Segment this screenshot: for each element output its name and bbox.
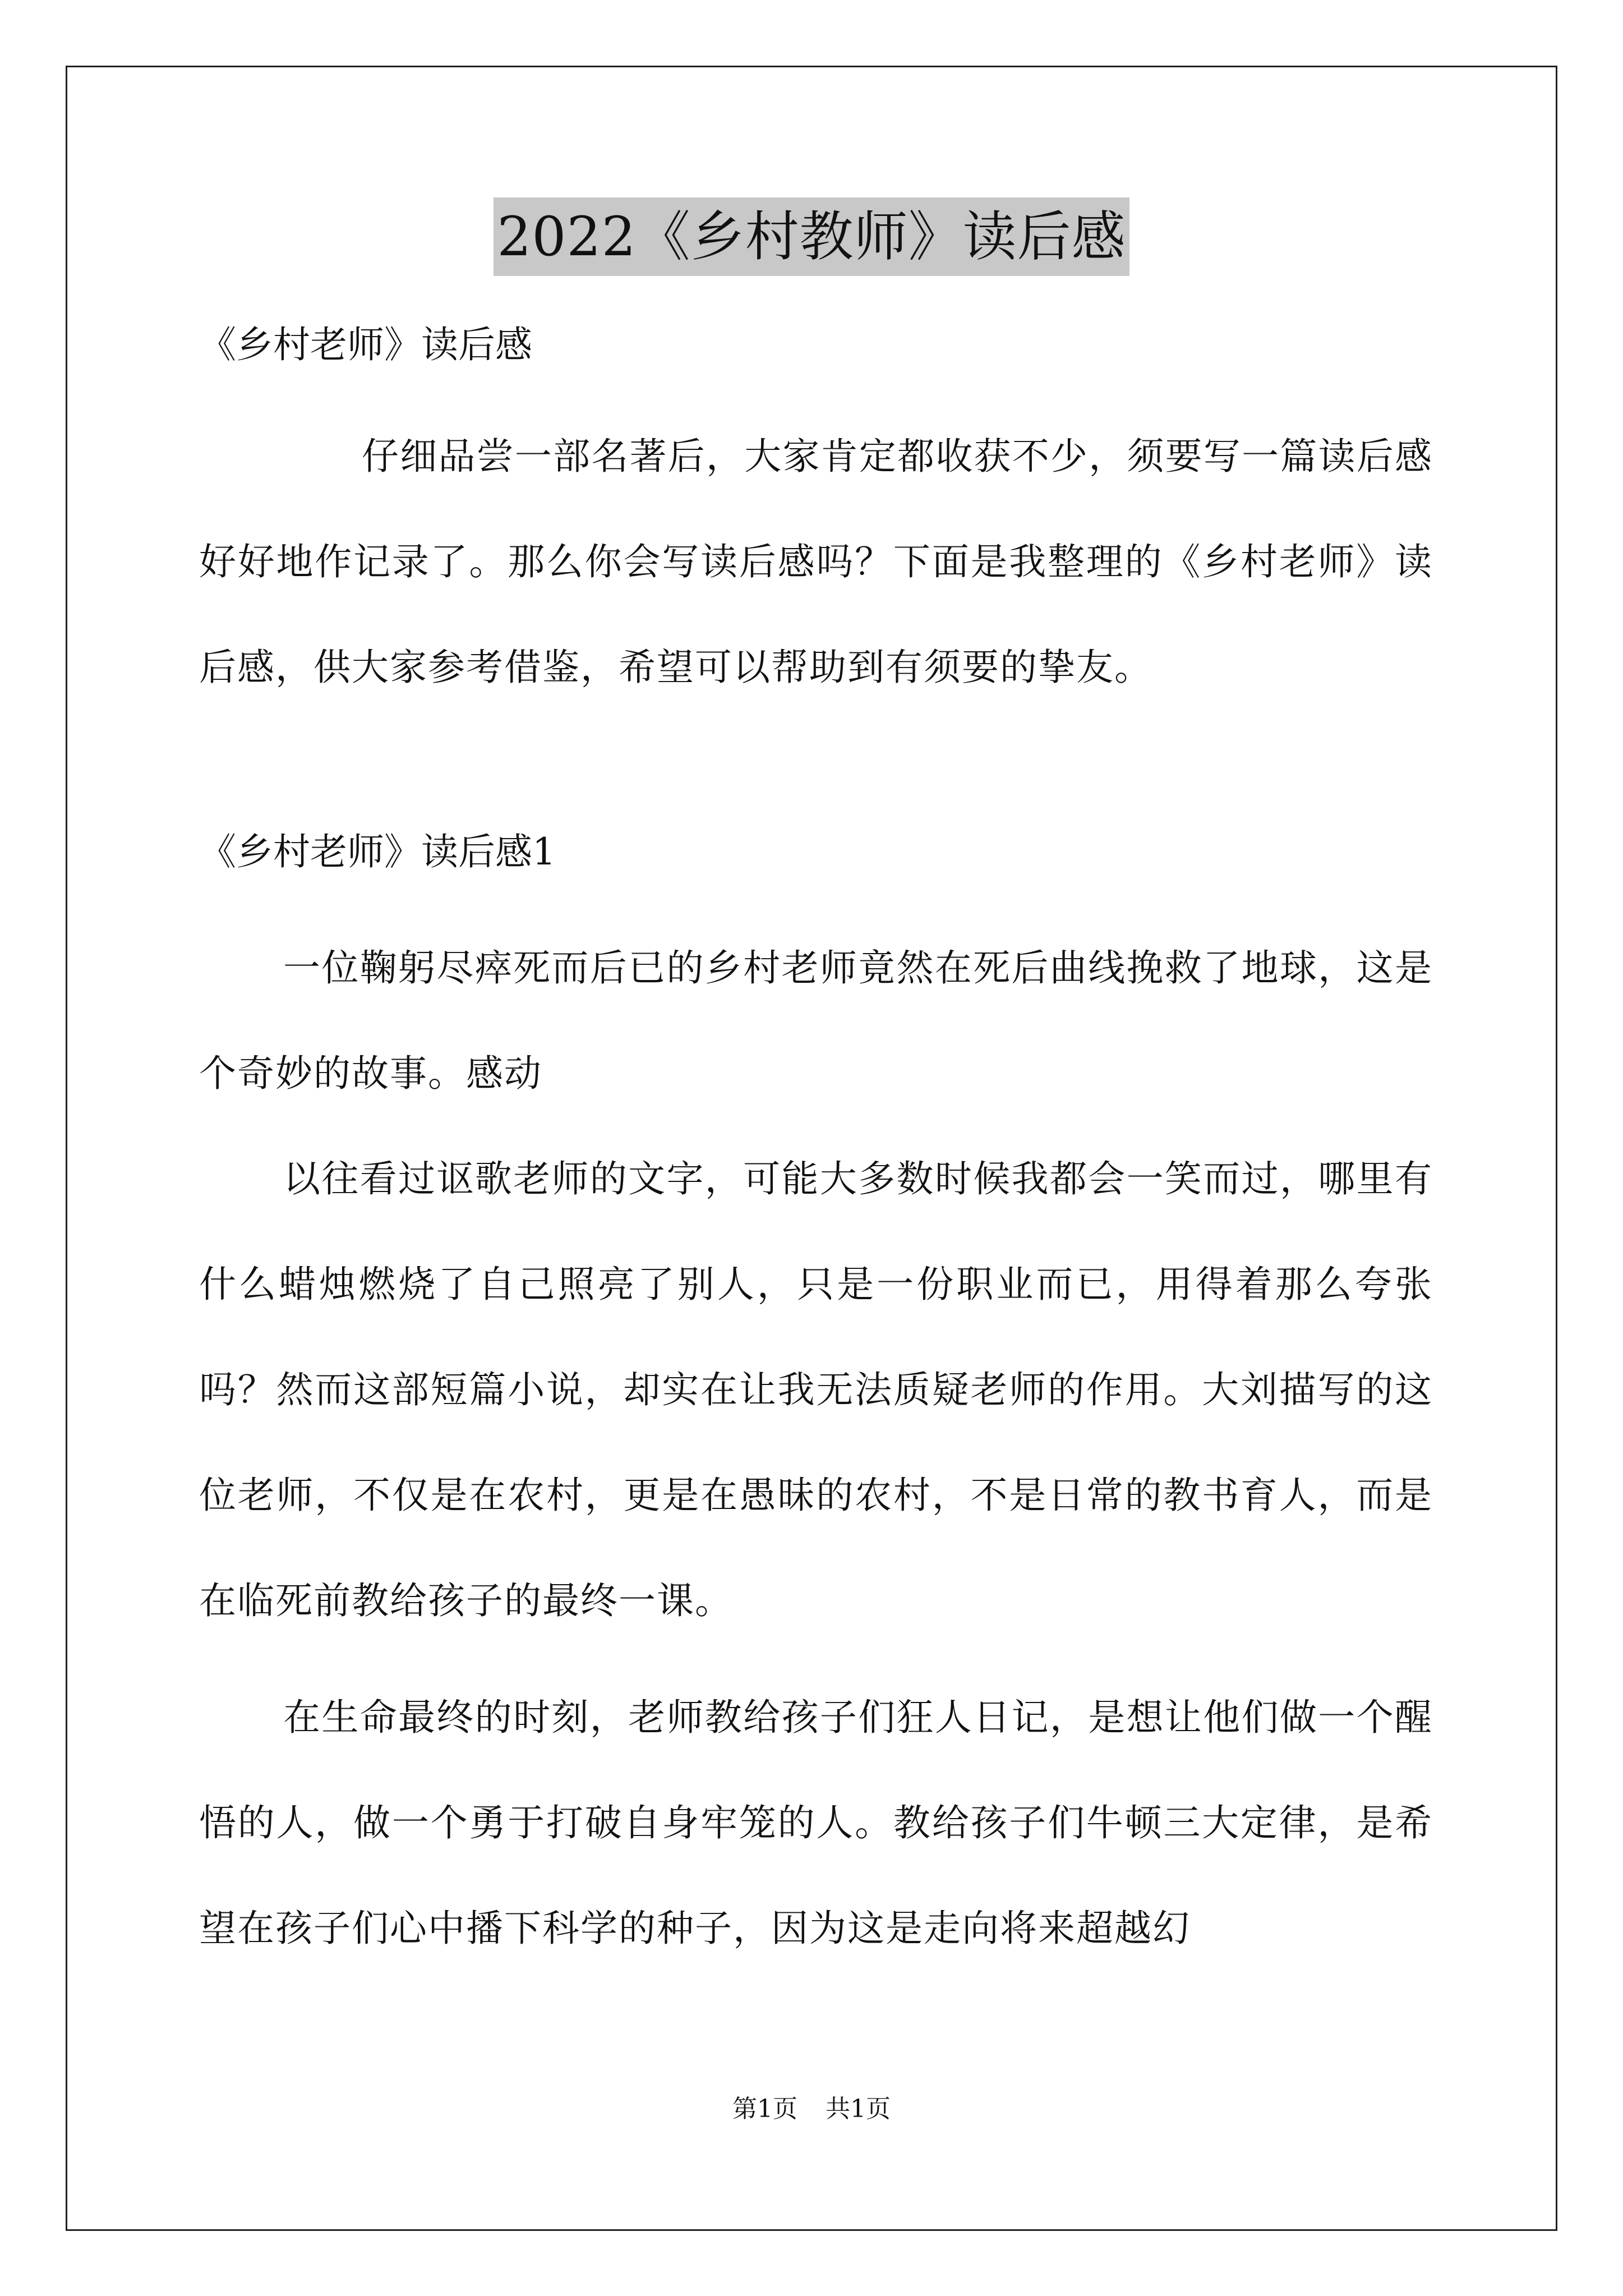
document-body bbox=[199, 303, 1433, 1981]
body-paragraph-1: 一位鞠躬尽瘁死而后已的乡村老师竟然在死后曲线挽救了地球，这是个奇妙的故事。感动 bbox=[199, 946, 1433, 1095]
intro-paragraph: 仔细品尝一部名著后，大家肯定都收获不少，须要写一篇读后感好好地作记录了。那么你会写读后感吗？下面是我整理的《乡村老师》读后感，供大家参考借鉴，希望可以帮助到有须要的挚友。 bbox=[199, 435, 1433, 689]
body-paragraph-2: 以往看过讴歌老师的文字，可能大多数时候我都会一笑而过，哪里有什么蜡烛燃烧了自己照亮了别人，只是一份职业而已，用得着那么夸张吗？然而这部短篇小说，却实在让我无法质疑老师的作用。大刘描写的这位老师，不仅是在农村，更是在愚昧的农村，不是日常的教书育人，而是在临死前教给孩子的最终一课。 bbox=[199, 1157, 1433, 1622]
page-total: 共1页 bbox=[826, 2095, 891, 2123]
document-title: 2022《乡村教师》读后感 bbox=[494, 197, 1129, 276]
intro-heading: 《乡村老师》读后感 bbox=[199, 323, 532, 366]
page-number: 第1页 bbox=[732, 2095, 797, 2123]
title-container bbox=[0, 197, 1623, 276]
body-paragraph-3: 在生命最终的时刻，老师教给孩子们狂人日记，是想让他们做一个醒悟的人，做一个勇于打破自身牢笼的人。教给孩子们牛顿三大定律，是希望在孩子们心中播下科学的种子，因为这是走向将来超越幻 bbox=[199, 1696, 1433, 1950]
page-footer bbox=[0, 2092, 1623, 2126]
section-heading: 《乡村老师》读后感1 bbox=[199, 830, 556, 873]
